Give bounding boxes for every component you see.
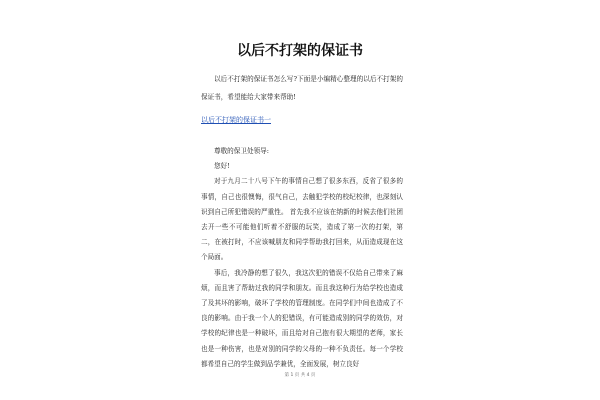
body-paragraph-2: 事后，我冷静的想了很久，我这次犯的错误不仅给自己带来了麻烦，而且害了帮助过我的同学和朋友。而且我这种行为给学校也造成了及其坏的影响，破坏了学校的管理制度。在同学们中间也造成了不良的影响。由于我一个人的犯错误，有可能造成别的同学的效仿，对学校的纪律也是一种破坏，而且给对自己抱有很大期望的老师，家长也是一种伤害，也是对别的同学的父母的一种不负责任。每一个学校都希望自己的学生做到品学兼优，全面发展，树立良好 — [201, 268, 403, 368]
page-footer: 第 1 页 共 4 页 — [284, 373, 316, 378]
letter-body — [201, 144, 403, 372]
section-link[interactable]: 以后不打架的保证书一 — [201, 116, 271, 124]
salutation: 尊敬的保卫处领导: — [214, 147, 269, 155]
body-paragraph-1: 对于九月二十八号下午的事情自己想了很多东西，反省了很多的事情，自己也很懊悔，很气自己，去触犯学校的校纪校律，也深刻认识到自己所犯错误的严重性。 首先我不应该在纳新的时候去他们社团去开一些不可能他们听着不舒服的玩笑，造成了第一次的打架，第二，在被打时，不应该喊朋友和同学帮助我打回来，从而造成现在这个局面。 — [201, 177, 403, 262]
intro-paragraph: 以后不打架的保证书怎么写?下面是小编精心整理的以后不打架的保证书，希望能给大家带来帮助! — [201, 75, 403, 101]
page-title: 以后不打架的保证书 — [237, 43, 363, 59]
greeting: 您好! — [214, 162, 230, 171]
